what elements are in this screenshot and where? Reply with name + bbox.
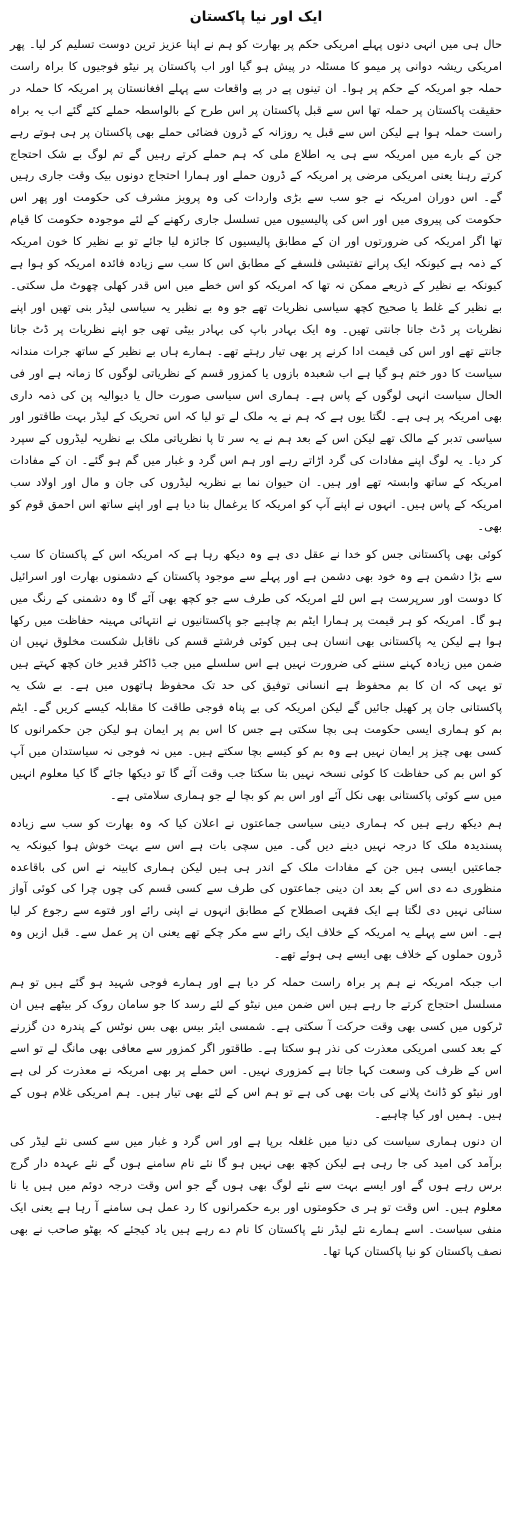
article-paragraph-5: ان دنوں ہماری سیاست کی دنیا میں غلغلہ برپا ہے اور اس گرد و غبار میں سے کسی نئے لیڈر کی برآمد کی امید کی جا رہی ہے لیکن کچھ بھی نہیں ہو گا نئے نام سامنے ہوں گے نئے عہدہ دار گرج برس رہے ہوں گے اور ایسے بہت سے نئے لوگ بھی ہوں گے جو اس وقت درجہ دوئم میں ہیں یا نا معلوم ہیں۔ اس وقت تو ہر ی حکومتوں اور برے حکمرانوں کا رد عمل ہی سامنے آ رہا ہے یعنی ایک منفی سیاست۔ اسے ہمارے نئے لیڈر نئے پاکستان کا نام دے رہے ہیں یاد کیجئے کہ بھٹو صاحب نے بھی نصف پاکستان کو نیا پاکستان کہا تھا۔ <box>10 1134 502 1258</box>
article-paragraph-2: کوئی بھی پاکستانی جس کو خدا نے عقل دی ہے وہ دیکھ رہا ہے کہ امریکہ اس کے پاکستان کا سب سے بڑا دشمن ہے وہ خود بھی دشمن ہے اور پہلے سے موجود پاکستان کے دشمنوں بھارت اور اسرائیل کا دوست اور سرپرست ہے اس لئے امریکہ کی طرف سے جو کچھ بھی آئے گا وہ دشمنی کے رنگ میں ہو گا۔ امریکہ کو ہر قیمت پر ہمارا ایٹم بم چاہیے جو پاکستانیوں نے انتہائی مہینہ حفاظت میں رکھا ہوا ہے لیکن یہ پاکستانی بھی انسان ہی ہیں کوئی فرشتے قسم کی ناقابل شکست مخلوق نہیں ان ضمن میں زیادہ کہنے سننے کی ضرورت نہیں ہے اس سلسلے میں جب ڈاکٹر قدیر خان کچھ کہتے ہیں تو یہی کہ ان کا بم محفوظ ہے انسانی توفیق کی حد تک محفوظ ہاتھوں میں ہے۔ بے شک یہ پاکستانی جان پر کھیل جائیں گے لیکن امریکہ کی بے پناہ فوجی طاقت کا مقابلہ کیسے کریں گے۔ ایٹم بم کو ہماری ایسی حکومت ہی بچا سکتی ہے جس کا اس بم پر ایمان ہو لیکن جن حکمرانوں کا کسی بھی چیز پر ایمان نہیں ہے وہ بم کو کیسے بچا سکتے ہیں۔ میں نہ فوجی نہ سیاستدان میں آپ کو اس بم کی حفاظت کا کوئی نسخہ نہیں بتا سکتا جب وقت آئے گا تو دیکھا جائے گا کیا معلوم انہیں میں سے کوئی پاکستانی بھی نکل آئے اور اس بم کو بچا لے جو ہماری سلامتی ہے۔ <box>10 546 502 802</box>
article-title: ایک اور نیا پاکستان <box>189 9 323 25</box>
article-paragraph-4: اب جبکہ امریکہ نے ہم پر براہ راست حملہ کر دیا ہے اور ہمارے فوجی شہید ہو گئے ہیں تو ہم مسلسل احتجاج کرتے جا رہے ہیں اس ضمن میں نیٹو کے لئے رسد کا جو سامان روک کر بیٹھے ہیں ان ٹرکوں میں کسی بھی وقت حرکت آ سکتی ہے۔ شمسی ایئر بیس بھی بس نوٹس کے پندرہ دن گزرنے کے بعد کسی امریکی معذرت کی نذر ہو سکتا ہے۔ طاقتور اگر کمزور سے معافی بھی مانگ لے تو اسے اس کے ظرف کی وسعت کہا جاتا ہے کمزوری نہیں۔ اس حملے پر بھی امریکہ نے معذرت کر لی ہے اور نیٹو کو ڈانٹ پلانے کی بات بھی کی ہے تو ہم اس کے لئے بھی تیار ہیں۔ ہم امریکی غلام ہوں کے ہیں۔ ہمیں اور کیا چاہیے۔ <box>10 975 502 1121</box>
article-paragraph-3: ہم دیکھ رہے ہیں کہ ہماری دینی سیاسی جماعتوں نے اعلان کیا کہ وہ بھارت کو سب سے زیادہ پسندیدہ ملک کا درجہ نہیں دینے دیں گی۔ میں سچی بات ہے اس سے بہت خوش ہوا کیونکہ یہ جماعتیں ایسی ہیں جن کے مفادات ملک کے اندر ہی ہیں لیکن ہماری کابینہ نے اس کی باقاعدہ منظوری دے دی اس کے بعد ان دینی جماعتوں کی طرف سے کسی قسم کی چوں چرا کی کوئی آواز سنائی نہیں دی لگتا ہے ایک فقہی اصطلاح کے مطابق انہوں نے اپنی رائے اور فتوے سے رجوع کر لیا ہے۔ اس سے پہلے یہ امریکہ کے خلاف ایک رائے سے مکر چکے تھے یعنی ان پر عمل سے۔ قبل ازیں وہ ڈرون حملوں کے خلاف بھی ایسے ہی ہوئے تھے۔ <box>10 815 502 962</box>
article-paragraph-1: حال ہی میں انہی دنوں پہلے امریکی حکم پر بھارت کو ہم نے اپنا عزیز ترین دوست تسلیم کر لیا۔ پھر امریکی ریشہ دوانی پر میمو کا مسئلہ در پیش ہو گیا اور اب پاکستان پر نیٹو فوجیوں کا براہ راست حملہ جو امریکہ کے حکم پر ہوا۔ ان تینوں پے در پے واقعات سے پہلے افغانستان پر امریکہ کا حملہ در حقیقت پاکستان پر حملہ تھا اس سے قبل پاکستان پر اس طرح کے بالواسطہ حملے کئے گئے اب یہ براہ راست حملہ ہوا ہے لیکن اس سے قبل یہ روزانہ کے ڈرون فضائی حملے بھی پاکستان پر ہی ہوتے رہے جن کے بارے میں امریکہ سے ہی یہ اطلاع ملی کہ ہم حملے کرتے رہیں گے تم لوگ بے شک احتجاج کرتے رہنا یعنی امریکی مرضی پر امریکہ کے ڈرون حملے اور ہمارا احتجاج دونوں بیک وقت جاری رہیں گے۔ اس دوران امریکہ نے جو سب سے بڑی واردات کی وہ پرویز مشرف کی حکومت اور پھر اس حکومت کی پیروی میں اور اس کی پالیسیوں میں تسلسل جاری رکھنے کے لئے موجودہ حکومت کا قیام تھا اگر امریکہ کی ضرورتوں اور ان کے مطابق پالیسیوں کا جائزہ لیا جائے تو بے نظیر کا خون امریکہ کے ذمہ ہے کیونکہ ایک پرانے تفتیشی فلسفے کے مطابق اس کا سب سے زیادہ فائدہ امریکہ کو ہوا ہے کیونکہ بے نظیر کے ذریعے ممکن نہ تھا کہ امریکہ کو اس خطے میں اس قدر کھلی چھوٹ مل سکتی۔ بے نظیر کے غلط یا صحیح کچھ سیاسی نظریات تھے جو وہ بے نظیر یہ سیاسی لیڈر بنی تھیں اور اپنے نظریات پر ڈٹ جانا جانتی تھیں۔ وہ ایک بہادر باپ کی بہادر بیٹی تھی جو اپنے نظریات پر ڈٹ جانا جانتے تھے اور اس کی قیمت ادا کرنے پر بھی تیار رہتے تھے۔ ہمارے ہاں بے نظیر کے ساتھ جرات مندانہ سیاست کا دور ختم ہو گیا ہے اب شعبدہ بازوں یا کمزور قسم کے نظریاتی لوگوں کا زمانہ ہے اور فی الحال سیاست انہی لوگوں کے پاس ہے۔ ہماری اس سیاسی صورت حال یا دیوالیہ پن کی ذمہ داری بھی امریکہ پر ہی ہے۔ لگتا یوں ہے کہ ہم نے یہ ملک لے تو لیا کہ اس تحریک کے لیڈر بہت طاقتور اور سیاسی تدبر کے مالک تھے لیکن اس کے بعد ہم نے یہ سر تا پا نظریاتی ملک بے نظریہ لیڈروں کے سپرد کر دیا۔ یہ لوگ اپنے مفادات کی گرد اڑاتے رہے اور ہم اس گرد و غبار میں گم ہو گئے۔ ان کے مفادات امریکہ کے ساتھ وابستہ تھے اور ہیں۔ ان حیوان نما بے نظریہ لیڈروں کی جان و مال اور اولاد سب امریکہ کے پاس ہیں۔ انہوں نے اپنے آپ کو امریکہ کا یرغمال بنا دیا ہے اور اپنے ساتھ اس احمق قوم کو بھی۔ <box>10 37 502 533</box>
